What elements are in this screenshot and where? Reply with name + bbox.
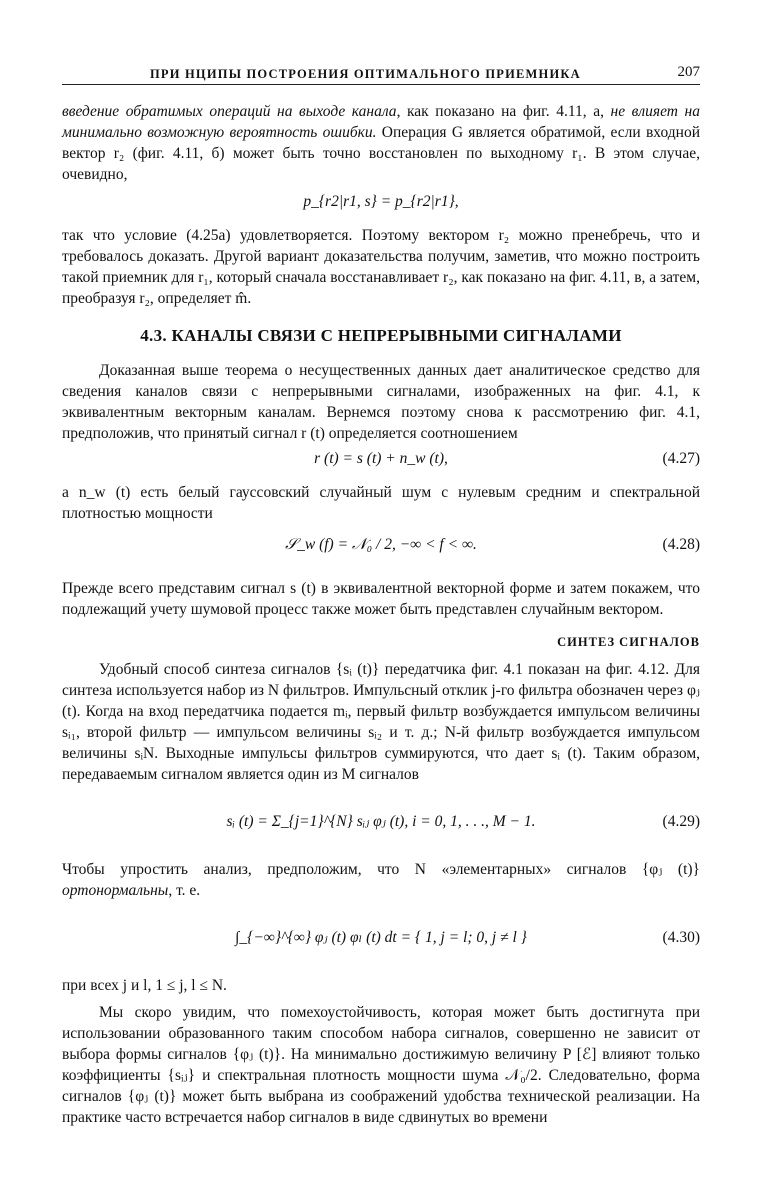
paragraph: Удобный способ синтеза сигналов {sᵢ (t)} передатчика фиг. 4.1 показан на фиг. 4.12. Для синтеза используется набор из N фильтров. Импульсный отклик j-го фильтра обозначен через φⱼ (t). Когда на вход передатчика подается mᵢ, первый фильтр возбуждается импульсом величины sᵢ₁, второй фильтр — импульсом величины sᵢ₂ и т. д.; N-й фильтр возбуждается импульсом величины sᵢN. Выходные импульсы фильтров суммируются, что дает sᵢ (t). Таким образом, передаваемым сигналом является один из M сигналов xyxy=(62,661,700,783)
paragraph: Прежде всего представим сигнал s (t) в эквивалентной векторной форме и затем покажем, что подлежащий учету шумовой процесс также может быть представлен случайным вектором. xyxy=(62,580,700,618)
paragraph-text: , т. е. xyxy=(168,882,201,899)
equation-expression: sᵢ (t) = Σ_{j=1}^{N} sᵢⱼ φⱼ (t), i = 0, 1, . . ., M − 1. xyxy=(226,813,536,830)
emphasis-text: не влияет на минимально возможную вероятность ошибки. xyxy=(62,103,700,141)
emphasis-text: введение обратимых операций на выходе канала xyxy=(62,103,397,120)
equation-4-30 xyxy=(62,909,700,967)
page-body xyxy=(62,101,700,1128)
formula-expression: p_{r2|r1, s} = p_{r2|r1}, xyxy=(303,193,459,210)
paragraph: при всех j и l, 1 ≤ j, l ≤ N. xyxy=(62,977,227,994)
running-title: ПРИ НЦИПЫ ПОСТРОЕНИЯ ОПТИМАЛЬНОГО ПРИЕМНИКА xyxy=(150,67,581,81)
paragraph: так что условие (4.25а) удовлетворяется. Поэтому вектором r₂ можно пренебречь, что и требовалось доказать. Другой вариант доказательства получим, заметив, что можно построить такой приемник для r₁, который сначала восстанавливает r₂, как показано на фиг. 4.11, в, а затем, преобразуя r₂, определяет m̂. xyxy=(62,227,700,307)
subsection-title: СИНТЕЗ СИГНАЛОВ xyxy=(557,635,700,649)
paragraph-text: Операция G является обратимой, если входной вектор r₂ (фиг. 4.11, б) может быть точно восстановлен по выходному r₁. В этом случае, очевидно, xyxy=(62,124,701,183)
equation-expression: r (t) = s (t) + n_w (t), xyxy=(314,450,448,467)
paragraph-text: Чтобы упростить анализ, предположим, что N «элементарных» сигналов {φⱼ (t)} xyxy=(62,861,700,878)
equation-number: (4.27) xyxy=(662,450,700,467)
paragraph-text: , как показано на фиг. 4.11, а, xyxy=(396,103,611,120)
equation-number: (4.29) xyxy=(662,813,700,830)
probability-formula xyxy=(62,191,700,221)
paragraph: Мы скоро увидим, что помехоустойчивость, которая может быть достигнута при использовании образованного таким способом набора сигналов, совершенно не зависит от выбора формы сигналов {φⱼ (t)}. На минимально достижимую величину P [ℰ] влияют только коэффициенты {sᵢⱼ} и спектральная плотность мощности шума 𝒩₀/2. Следовательно, форма сигналов {φⱼ (t)} может быть выбрана из соображений удобства технической реализации. На практике часто встречается набор сигналов в виде сдвинутых во времени xyxy=(62,1004,700,1126)
paragraph: а n_w (t) есть белый гауссовский случайный шум с нулевым средним и спектральной плотностью мощности xyxy=(62,484,700,522)
page-number: 207 xyxy=(677,64,700,80)
paragraph xyxy=(62,101,700,185)
section-title: 4.3. КАНАЛЫ СВЯЗИ С НЕПРЕРЫВНЫМИ СИГНАЛАМИ xyxy=(140,326,622,345)
emphasis-text: ортонормальны xyxy=(62,882,169,899)
equation-expression: ∫_{−∞}^{∞} φⱼ (t) φₗ (t) dt = { 1, j = l; 0, j ≠ l } xyxy=(235,929,527,946)
equation-number: (4.30) xyxy=(662,929,700,946)
equation-number: (4.28) xyxy=(662,536,700,553)
equation-4-28 xyxy=(62,534,700,564)
paragraph xyxy=(62,859,700,901)
running-header xyxy=(62,62,700,85)
equation-expression: 𝒮_w (f) = 𝒩₀ / 2, −∞ < f < ∞. xyxy=(285,536,477,553)
paragraph: Доказанная выше теорема о несущественных данных дает аналитическое средство для сведения каналов связи с непрерывными сигналами, изображенных на фиг. 4.1, к эквивалентным векторным каналам. Вернемся поэтому снова к рассмотрению фиг. 4.1, предположив, что принятый сигнал r (t) определяется соотношением xyxy=(62,362,700,442)
equation-4-29 xyxy=(62,793,700,851)
equation-4-27 xyxy=(62,448,700,478)
